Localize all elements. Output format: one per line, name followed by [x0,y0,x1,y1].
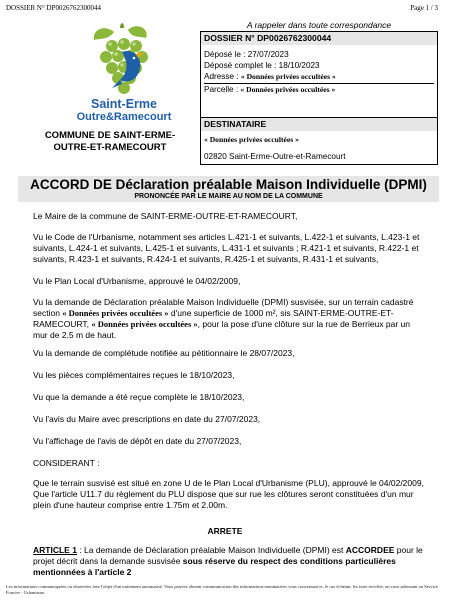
dossier-parcelle [204,84,434,95]
body-p6: Vu les pièces complémentaires reçues le 18/10/2023, [33,370,235,380]
commune-name-line2: OUTRE-ET-RAMECOURT [53,142,167,153]
body-p7: Vu que la demande a été reçue complète le 18/10/2023, [33,392,245,402]
commune-logo [76,22,172,126]
body-p8: Vu l'avis du Maire avec prescriptions en date du 27/07/2023, [33,414,261,424]
header-dossier-ref: DOSSIER N° DP0026762300044 [6,4,101,12]
parcelle-label: Parcelle : [204,84,241,94]
parcelle-value: « Données privées occultées » [240,84,336,94]
commune-name [30,130,190,154]
article1-label: ARTICLE 1 [33,545,77,555]
adresse-value: « Données privées occultées » [240,72,336,82]
dossier-box [200,31,438,118]
body-p3: Vu le Plan Local d'Urbanisme, approuvé le 04/02/2009, [33,276,241,286]
arrete-heading: ARRETE [207,526,243,536]
decision-title-bar [18,176,439,202]
body-p5: Vu la demande de complétude notifiée au pétitionnaire le 28/07/2023, [33,348,295,358]
recall-note: A rappeler dans toute correspondance [246,20,392,30]
decision-title: ACCORD DE Déclaration préalable Maison Individuelle (DPMI) [30,177,427,192]
logo-text-line1: Saint-Erme [91,97,157,111]
article1: ARTICLE 1 : La demande de Déclaration préalable Maison Individuelle (DPMI) est ACCORDEE pour le projet décrit dans la demande susvisée sous réserve du respect des conditions particulières mentionnées à l'article 2 [33,545,423,577]
considerant-label: CONSIDERANT : [33,458,100,468]
adresse-label: Adresse : [204,72,241,82]
header-page-number: Page 1 / 3 [410,4,438,12]
dossier-depose-complet: Déposé complet le : 18/10/2023 [204,61,320,71]
commune-name-line1: COMMUNE DE SAINT-ERME- [44,130,176,141]
dossier-depose: Déposé le : 27/07/2023 [204,50,289,59]
destinataire-address: 02820 Saint-Erme-Outre-et-Ramecourt [204,152,346,161]
considerant-text: Que le terrain susvisé est situé en zone U de le Plan Local d'Urbanisme (PLU), approuvé le 04/02/2009, Que l'article U11.7 du règlement du PLU dispose que sur rue les clôtures seront constituées d'un mur plein d'une hauteur comprise entre 1.75m et 2.00m. [33,478,424,510]
destinataire-name: « Données privées occultées » [204,135,299,144]
destinataire-box [200,117,438,165]
footer-notice: Les informations communiquées ou observées font l'objet d'un traitement automatisé. Vous pouvez obtenir communication des informations nominatives vous concernant et, le cas échéant, les faire rectifier, en vous adressant au Service Foncier - Urbanisme. [6,584,438,595]
destinataire-title: DESTINATAIRE [201,118,437,131]
decision-subtitle: PRONONCÉE PAR LE MAIRE AU NOM DE LA COMMUNE [134,193,323,200]
body-p9: Vu l'affichage de l'avis de dépôt en date du 27/07/2023, [33,436,242,446]
dossier-title: DOSSIER N° DP0026762300044 [201,32,437,45]
logo-text-line2: Outre&Ramecourt [76,111,172,123]
body-p1: Le Maire de la commune de SAINT-ERME-OUTRE-ET-RAMECOURT, [33,211,298,221]
body-p2: Vu le Code de l'Urbanisme, notamment ses articles L.421-1 et suivants, L.422-1 et suivants, L.423-1 et suivants, L.424-1 et suivants, L.425-1 et suivants, L.431-1 et suivants ; R.421-1 et suivants, R.422-1 et suivants, R.423-1 et suivants, R.424-1 et suivants, R.425-1 et suivants, R.431-1 et suivants, [33,232,420,264]
dossier-adresse [204,71,434,83]
body-p4: Vu la demande de Déclaration préalable Maison Individuelle (DPMI) susvisée, sur un terrain cadastré section « Données privées occultées » d'une superficie de 1000 m², sis SAINT-ERME-OUTRE-ET-RAMECOURT, « Données privées occultées », pour la pose d'une clôture sur la rue de Berrieux par un mur de 2.5 m de haut. [33,297,414,340]
